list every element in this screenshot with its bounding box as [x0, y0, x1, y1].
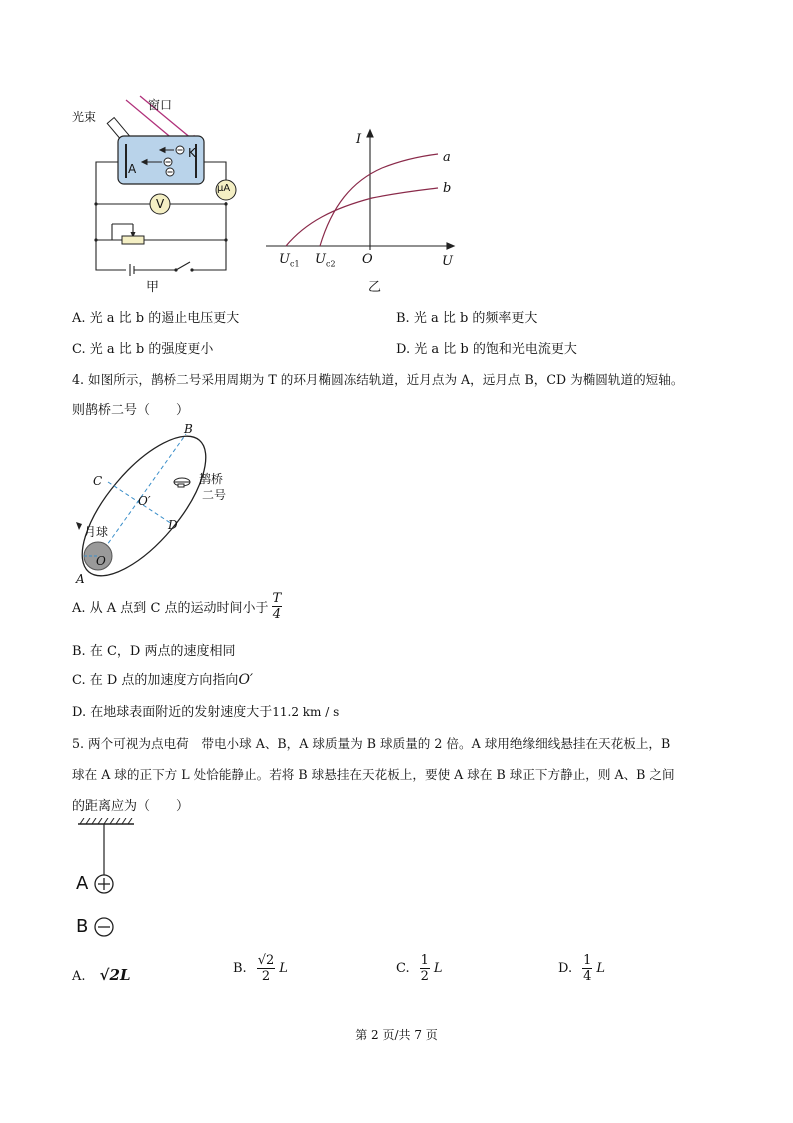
rheostat	[122, 236, 144, 244]
axis-label-U: U	[442, 254, 453, 269]
label-window: 窗口	[148, 98, 173, 112]
q5-option-A: A. √2L	[72, 966, 131, 984]
charge-label-A: A	[76, 873, 89, 894]
q3-option-C: C. 光 a 比 b 的强度更小	[72, 342, 214, 357]
satellite-icon	[174, 478, 190, 487]
label-microammeter: μA	[217, 183, 231, 194]
q4-option-D: D. 在地球表面附近的发射速度大于11.2 km / s	[72, 705, 340, 720]
orbit-label-C: C	[93, 474, 103, 488]
axis-label-I: I	[356, 132, 362, 147]
label-voltmeter: V	[156, 197, 165, 211]
q3-option-B: B. 光 a 比 b 的频率更大	[396, 311, 538, 326]
q5-option-B: B. $\frac{√2}{2}$ L	[233, 953, 288, 984]
orbit-direction-arrow	[76, 522, 82, 530]
orbit-label-O-prime: O′	[138, 494, 151, 508]
caption-jia: 甲	[146, 280, 160, 295]
q5-option-C: C. $\frac{1}{2}$ L	[396, 953, 443, 984]
figure-yi-graph	[262, 126, 462, 256]
label-electrode-K: K	[188, 146, 196, 160]
uc1-label: $U_{c1}$	[279, 252, 300, 269]
q3-option-A: A. 光 a 比 b 的遏止电压更大	[72, 311, 240, 326]
q4-stem-line1: 4. 如图所示，鹊桥二号采用周期为 T 的环月椭圆冻结轨道，近月点为 A，远月点 B，CD 为椭圆轨道的短轴。	[72, 372, 684, 387]
orbit-label-B: B	[184, 422, 193, 436]
q4-option-A: A. 从 A 点到 C 点的运动时间小于 $\frac{T}{4}$	[72, 591, 282, 622]
q5-stem-line2: 球在 A 球的正下方 L 处恰能静止。若将 B 球悬挂在天花板上，要使 A 球在 B 球正下方静止，则 A、B 之间	[72, 767, 675, 782]
label-electrode-A: A	[128, 162, 137, 176]
curve-a-label: a	[443, 150, 451, 165]
q5-stem-line3: 的距离应为（ ）	[72, 799, 190, 814]
uc2-label: $U_{c2}$	[315, 252, 336, 269]
satellite-label-line2: 二号	[202, 488, 227, 502]
satellite-label-line1: 鹊桥	[199, 472, 224, 486]
curve-a	[320, 154, 438, 246]
caption-yi: 乙	[368, 280, 382, 295]
page-footer: 第 2 页/共 7 页	[355, 1028, 438, 1042]
charge-label-B: B	[76, 916, 89, 937]
origin-label: O	[362, 252, 373, 267]
orbit-label-O: O	[96, 554, 106, 568]
curve-b-label: b	[443, 181, 452, 196]
q4-option-C: C. 在 D 点的加速度方向指向O′	[72, 672, 254, 688]
moon-label: 月球	[84, 525, 109, 539]
phototube	[118, 136, 204, 184]
figure-q4-orbit	[66, 420, 236, 590]
q3-option-D: D. 光 a 比 b 的饱和光电流更大	[396, 342, 577, 357]
q5-option-D: D. $\frac{1}{4}$ L	[558, 953, 606, 984]
q4-option-B: B. 在 C，D 两点的速度相同	[72, 644, 236, 659]
label-beam: 光束	[72, 110, 97, 124]
q4-stem-line2: 则鹊桥二号（ ）	[72, 403, 190, 418]
orbit-label-D: D	[168, 518, 178, 532]
curve-b	[286, 188, 438, 246]
orbit-label-A: A	[76, 572, 85, 586]
q5-stem-line1: 5. 两个可视为点电荷 带电小球 A、B，A 球质量为 B 球质量的 2 倍。A 球用绝缘细线悬挂在天花板上，B	[72, 736, 671, 751]
